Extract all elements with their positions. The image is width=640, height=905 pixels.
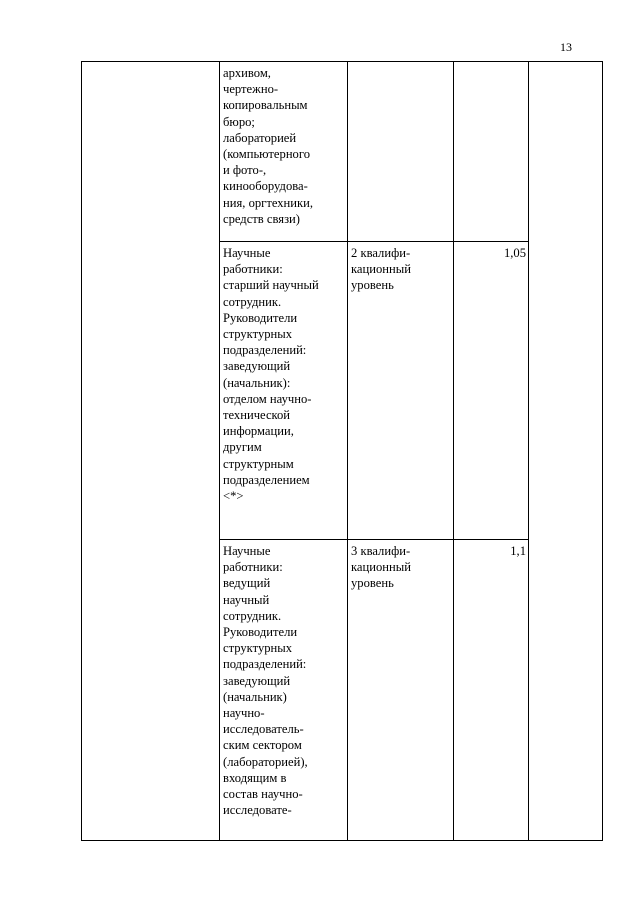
page-number: 13	[560, 40, 572, 54]
coefficient-cell	[454, 62, 529, 242]
position-cell: Научные работники: ведущий научный сотрудник. Руководители структурных подразделений: заведующий (начальник) научно- исследователь- ским сектором (лабораторией), входящим в состав научно- исследовате-	[220, 540, 348, 841]
table-row	[82, 62, 603, 242]
level-cell: 3 квалифи- кационный уровень	[348, 540, 454, 841]
qualification-table	[81, 61, 603, 841]
extra-cell	[529, 62, 603, 841]
position-cell: Научные работники: старший научный сотрудник. Руководители структурных подразделений: заведующий (начальник): отделом научно- технической информации, другим структурным подразделением <*>	[220, 242, 348, 540]
level-cell	[348, 62, 454, 242]
position-cell: архивом, чертежно- копировальным бюро; лабораторией (компьютерного и фото-, кинооборудова- ния, оргтехники, средств связи)	[220, 62, 348, 242]
level-cell: 2 квалифи- кационный уровень	[348, 242, 454, 540]
coefficient-cell: 1,1	[454, 540, 529, 841]
group-cell	[82, 62, 220, 841]
coefficient-cell: 1,05	[454, 242, 529, 540]
